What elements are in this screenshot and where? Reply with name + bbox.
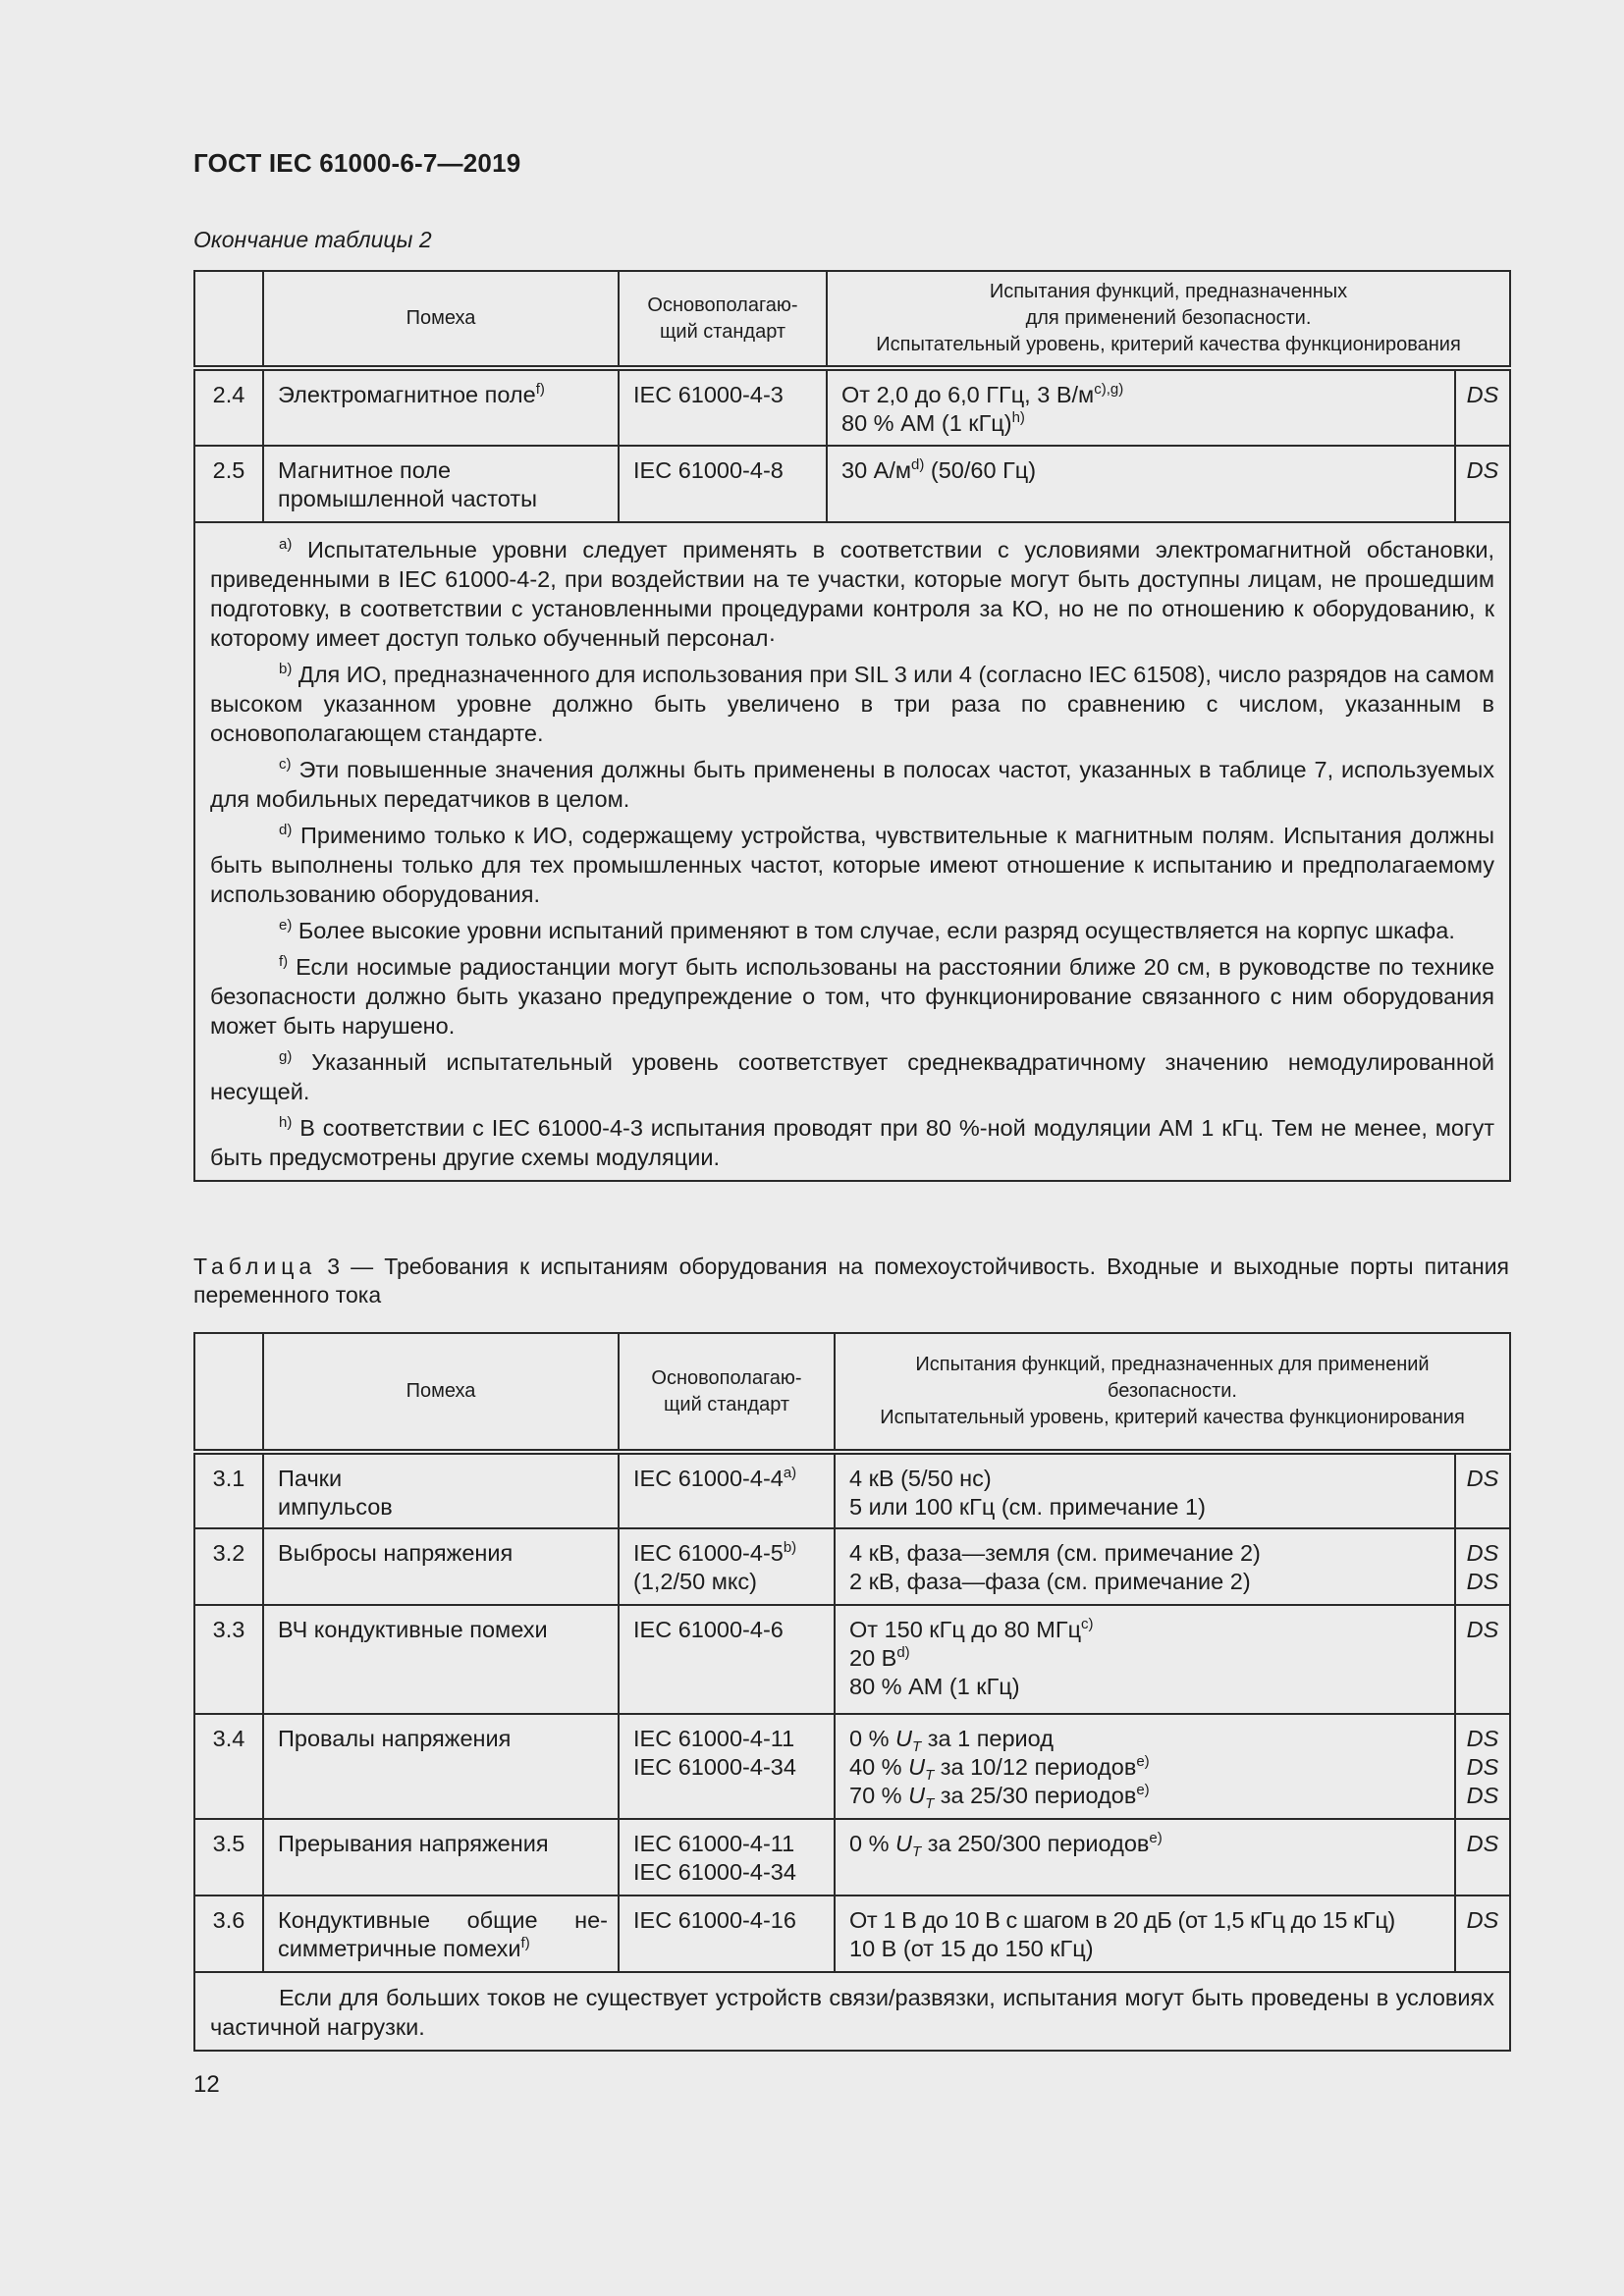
table-3 bbox=[193, 1332, 1511, 2052]
footnote-g: $^{g)}$ Указанный испытательный уровень соответствует среднеквадратичному значению немодулированной несущей. bbox=[210, 1048, 1495, 1104]
row-num: 2.4 bbox=[194, 368, 263, 446]
row-interference: Кондуктивные общие не- симметричные помехи$^{f)}$ bbox=[263, 1896, 619, 1972]
row-interference: Прерывания напряжения bbox=[263, 1819, 619, 1896]
row-criterion: DS bbox=[1455, 1819, 1510, 1896]
row-interference: ВЧ кондуктивные помехи bbox=[263, 1605, 619, 1714]
row-interference: Магнитное поле промышленной частоты bbox=[263, 446, 619, 522]
table-row bbox=[194, 1528, 1510, 1605]
row-criterion: DS bbox=[1455, 446, 1510, 522]
row-criterion: DS bbox=[1455, 1896, 1510, 1972]
row-num: 3.3 bbox=[194, 1605, 263, 1714]
row-standard: IEC 61000-4-11 IEC 61000-4-34 bbox=[619, 1819, 835, 1896]
footnote-e: $^{e)}$ Более высокие уровни испытаний применяют в том случае, если разряд осуществляется на корпус шкафа. bbox=[279, 917, 1455, 943]
header-interference: Помеха bbox=[263, 1333, 619, 1452]
header-num bbox=[194, 1333, 263, 1452]
row-standard: IEC 61000-4-4$^{a)}$ bbox=[619, 1452, 835, 1528]
footnote-b: $^{b)}$ Для ИО, предназначенного для использования при SIL 3 или 4 (согласно IEC 61508), число разрядов на самом высоком указанном уровне должно быть увеличено в три раза по сравнению с числом, указанным в основополагающем стандарте. bbox=[210, 661, 1495, 746]
header-standard: Основополагаю- щий стандарт bbox=[619, 271, 827, 368]
row-interference: Выбросы напряжения bbox=[263, 1528, 619, 1605]
row-num: 3.2 bbox=[194, 1528, 263, 1605]
row-standard: IEC 61000-4-16 bbox=[619, 1896, 835, 1972]
row-num: 3.5 bbox=[194, 1819, 263, 1896]
table-row bbox=[194, 368, 1510, 446]
header-standard: Основополагаю- щий стандарт bbox=[619, 1333, 835, 1452]
row-interference: Провалы напряжения bbox=[263, 1714, 619, 1819]
row-level: 30 $А/м^{d)}$ (50/60 Гц) bbox=[827, 446, 1455, 522]
table3-footnote: Если для больших токов не существует устройств связи/развязки, испытания могут быть проведены в условиях частичной нагрузки. bbox=[194, 1972, 1510, 2051]
row-criterion: DS DS bbox=[1455, 1528, 1510, 1605]
footnote-a: $^{a)}$ Испытательные уровни следует применять в соответствии с условиями электромагнитной обстановки, приведенными в IEC 61000-4-2, при воздействии на те участки, которые могут быть доступны лицам, не прошедшим подготовку, в соответствии с установленными процедурами контроля за КО, но не по отношению к оборудованию, к которому имеет доступ только обученный персонал· bbox=[210, 536, 1495, 651]
row-level: 0 % $U_T$ за 250/300 периодов$^{e)}$ bbox=[835, 1819, 1455, 1896]
table-row bbox=[194, 1452, 1510, 1528]
header-interference: Помеха bbox=[263, 271, 619, 368]
table2-caption: Окончание таблицы 2 bbox=[193, 227, 432, 252]
row-level: 0 % $U_T$ за 1 период 40 % $U_T$ за 10/12 периодов$^{e)}$ 70 % $U_T$ за 25/30 периодов$^{e)}$ bbox=[835, 1714, 1455, 1819]
row-standard: IEC 61000-4-6 bbox=[619, 1605, 835, 1714]
page-number: 12 bbox=[193, 2071, 220, 2098]
row-criterion: DS bbox=[1455, 1605, 1510, 1714]
row-standard: IEC 61000-4-3 bbox=[619, 368, 827, 446]
header-num bbox=[194, 271, 263, 368]
row-num: 3.1 bbox=[194, 1452, 263, 1528]
row-level: От 2,0 до 6,0 ГГц, 3 $В/м^{c),g)}$ 80 % АМ (1 кГц)$^{h)}$ bbox=[827, 368, 1455, 446]
row-level: От 150 кГц до 80 МГц$^{c)}$ 20 $В^{d)}$ 80 % АМ (1 кГц) bbox=[835, 1605, 1455, 1714]
row-level: 4 кВ (5/50 нс) 5 или 100 кГц (см. примечание 1) bbox=[835, 1452, 1455, 1528]
header-tests: Испытания функций, предназначенных для применений безопасности. Испытательный уровень, критерий качества функционирования bbox=[827, 271, 1510, 368]
table-row bbox=[194, 446, 1510, 522]
row-num: 3.4 bbox=[194, 1714, 263, 1819]
footnote-d: $^{d)}$ Применимо только к ИО, содержащему устройства, чувствительные к магнитным полям. Испытания должны быть выполнены только для тех промышленных частот, которые имеют отношение к испытанию и предполагаемому использованию оборудования. bbox=[210, 822, 1495, 907]
row-level: От 1 В до 10 В с шагом в 20 дБ (от 1,5 кГц до 15 кГц) 10 В (от 15 до 150 кГц) bbox=[835, 1896, 1455, 1972]
footnote-h: $^{h)}$ В соответствии с IEC 61000-4-3 испытания проводят при 80 %-ной модуляции АМ 1 кГц. Тем не менее, могут быть предусмотрены другие схемы модуляции. bbox=[210, 1114, 1495, 1170]
table-2 bbox=[193, 270, 1511, 1182]
footnote-c: $^{c)}$ Эти повышенные значения должны быть применены в полосах частот, указанных в таблице 7, используемых для мобильных передатчиков в целом. bbox=[210, 756, 1495, 812]
table3-caption: Таблица 3 — Требования к испытаниям оборудования на помехоустойчивость. Входные и выходные порты питания переменного тока bbox=[193, 1254, 1509, 1308]
row-interference: Пачки импульсов bbox=[263, 1452, 619, 1528]
row-criterion: DS DS DS bbox=[1455, 1714, 1510, 1819]
table2-notes bbox=[194, 522, 1510, 1181]
row-standard: IEC 61000-4-11 IEC 61000-4-34 bbox=[619, 1714, 835, 1819]
row-level: 4 кВ, фаза—земля (см. примечание 2) 2 кВ, фаза—фаза (см. примечание 2) bbox=[835, 1528, 1455, 1605]
row-standard: IEC 61000-4-8 bbox=[619, 446, 827, 522]
row-num: 2.5 bbox=[194, 446, 263, 522]
row-standard: IEC 61000-4-5$^{b)}$ (1,2/50 мкс) bbox=[619, 1528, 835, 1605]
table-row bbox=[194, 1819, 1510, 1896]
table-row bbox=[194, 1605, 1510, 1714]
table-row bbox=[194, 1896, 1510, 1972]
footnote-f: $^{f)}$ Если носимые радиостанции могут быть использованы на расстоянии ближе 20 см, в руководстве по технике безопасности должно быть указано предупреждение о том, что функционирование связанного с ним оборудования может быть нарушено. bbox=[210, 953, 1495, 1039]
row-criterion: DS bbox=[1455, 1452, 1510, 1528]
header-tests: Испытания функций, предназначенных для применений безопасности. Испытательный уровень, критерий качества функционирования bbox=[835, 1333, 1510, 1452]
row-criterion: DS bbox=[1455, 368, 1510, 446]
row-num: 3.6 bbox=[194, 1896, 263, 1972]
document-header: ГОСТ IEC 61000-6-7—2019 bbox=[193, 148, 521, 178]
row-interference: Электромагнитное поле$^{f)}$ bbox=[263, 368, 619, 446]
table-row bbox=[194, 1714, 1510, 1819]
